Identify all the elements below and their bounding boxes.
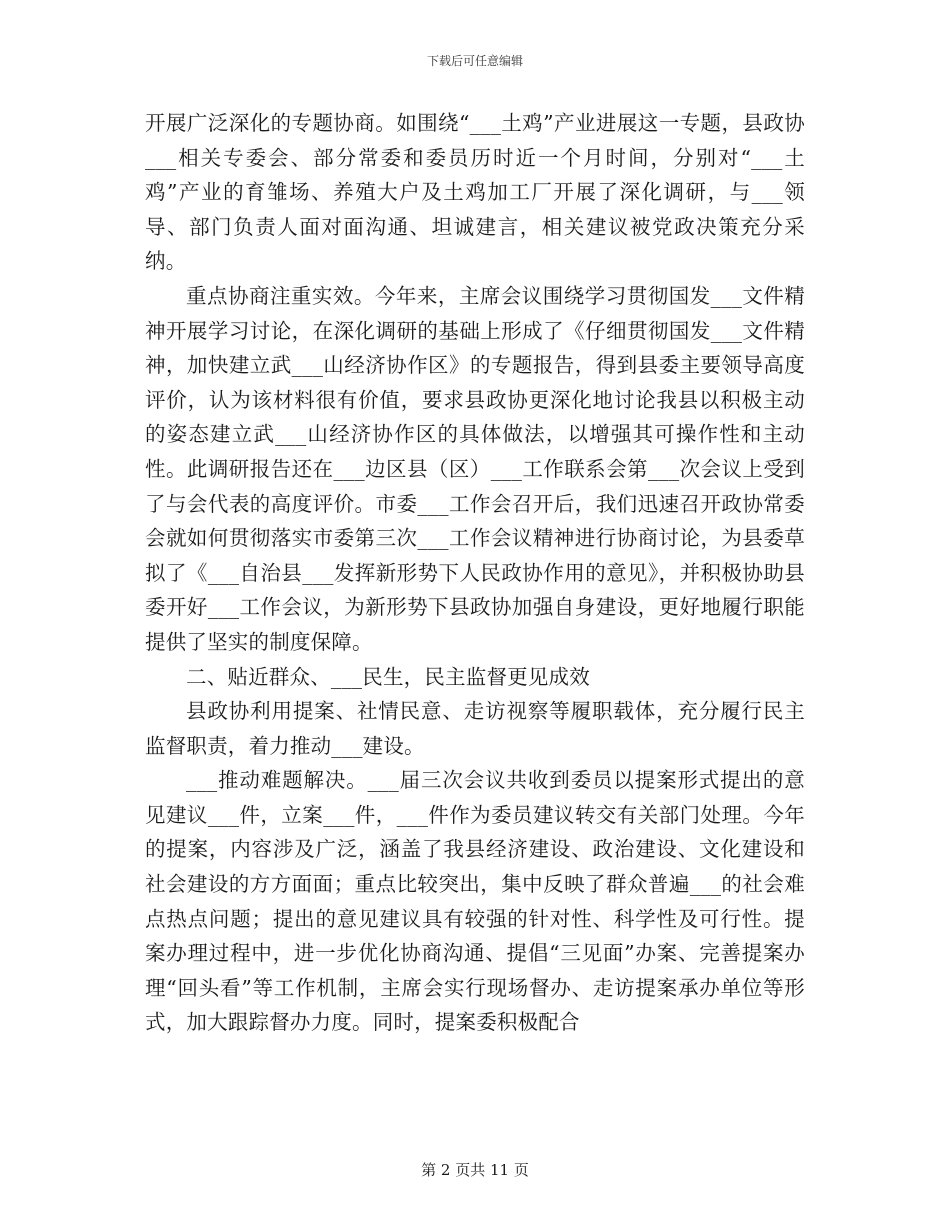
paragraph-supervision-intro: 县政协利用提案、社情民意、走访视察等履职载体，充分履行民主监督职责，着力推动___建设。 — [145, 699, 805, 758]
document-body — [145, 106, 805, 1040]
page-header: 下载后可任意编辑 — [426, 54, 523, 68]
section-heading: 二、贴近群众、___民生，民主监督更见成效 — [186, 664, 590, 689]
paragraph-proposals: ___推动难题解决。___届三次会议共收到委员以提案形式提出的意见建议___件，立案___件，___件作为委员建议转交有关部门处理。今年的提案，内容涉及广泛，涵盖了我县经济建设、政治建设、文化建设和社会建设的方方面面；重点比较突出，集中反映了群众普遍___的社会难点热点问题；提出的意见建议具有较强的针对性、科学性及可行性。提案办理过程中，进一步优化协商沟通、提倡“三见面”办案、完善提案办理“回头看”等工作机制，主席会实行现场督办、走访提案承办单位等形式，加大跟踪督办力度。同时，提案委积极配合 — [145, 768, 805, 1035]
paragraph-key-consultation: 重点协商注重实效。今年来，主席会议围绕学习贯彻国发___文件精神开展学习讨论，在深化调研的基础上形成了《仔细贯彻国发___文件精神，加快建立武___山经济协作区》的专题报告，得到县委主要领导高度评价，认为该材料很有价值，要求县政协更深化地讨论我县以积极主动的姿态建立武___山经济协作区的具体做法，以增强其可操作性和主动性。此调研报告还在___边区县（区）___工作联系会第___次会议上受到了与会代表的高度评价。市委___工作会召开后，我们迅速召开政协常委会就如何贯彻落实市委第三次___工作会议精神进行协商讨论，为县委草拟了《___自治县___发挥新形势下人民政协作用的意见》，并积极协助县委开好___工作会议，为新形势下县政协加强自身建设，更好地履行职能提供了坚实的制度保障。 — [145, 283, 805, 654]
page-number-footer: 第 2 页共 11 页 — [421, 1161, 529, 1179]
paragraph-continuation: 开展广泛深化的专题协商。如围绕“___土鸡”产业进展这一专题，县政协___相关专委会、部分常委和委员历时近一个月时间，分别对“___土鸡”产业的育雏场、养殖大户及土鸡加工厂开展了深化调研，与___领导、部门负责人面对面沟通、坦诚建言，相关建议被党政决策充分采纳。 — [145, 111, 805, 274]
